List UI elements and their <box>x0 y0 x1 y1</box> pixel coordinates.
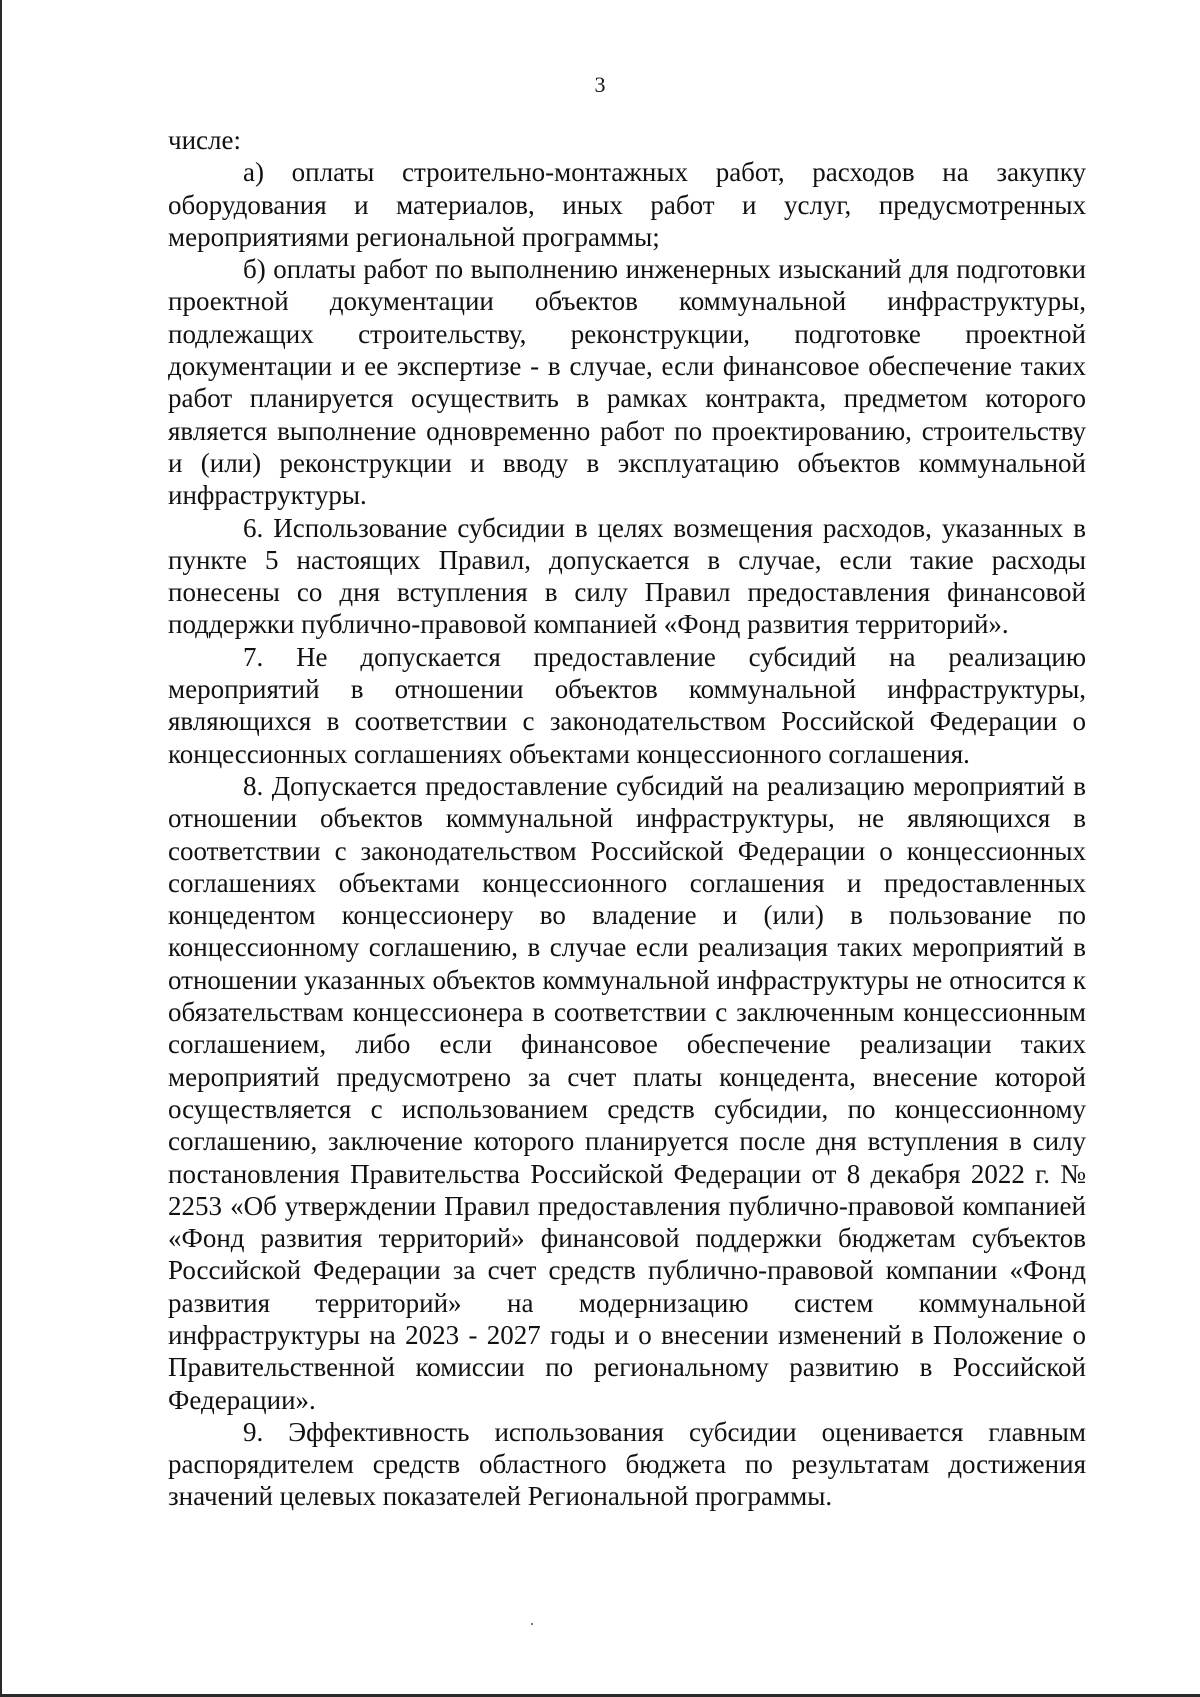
page-number: 3 <box>594 72 606 97</box>
scan-edge-left <box>0 0 2 1697</box>
paragraph-item-8: 8. Допускается предоставление субсидий на реализацию мероприятий в отношении объектов коммунальной инфраструктуры, не являющихся в соответствии с законодательством Российской Федерации о концессионных соглашениях объектами концессионного соглашения и предоставленных концедентом концессионеру во владение и (или) в пользование по концессионному соглашению, в случае если реализация таких мероприятий в отношении указанных объектов коммунальной инфраструктуры не относится к обязательствам концессионера в соответствии с заключенным концессионным соглашением, либо если финансовое обеспечение реализации таких мероприятий предусмотрено за счет платы концедента, внесение которой осуществляется с использованием средств субсидии, по концессионному соглашению, заключение которого планируется после дня вступления в силу постановления Правительства Российской Федерации от 8 декабря 2022 г. № 2253 «Об утверждении Правил предоставления публично-правовой компанией «Фонд развития территорий» финансовой поддержки бюджетам субъектов Российской Федерации за счет средств публично-правовой компании «Фонд развития территорий» на модернизацию систем коммунальной инфраструктуры на 2023 - 2027 годы и о внесении изменений в Положение о Правительственной комиссии по региональному развитию в Российской Федерации». <box>168 770 1086 1415</box>
paragraph-subitem-a: а) оплаты строительно-монтажных работ, расходов на закупку оборудования и материалов, иных работ и услуг, предусмотренных мероприятиями региональной программы; <box>168 157 1086 252</box>
paragraph-continuation: числе: <box>168 125 241 155</box>
scan-speck <box>531 1623 533 1625</box>
paragraph-subitem-b: б) оплаты работ по выполнению инженерных изысканий для подготовки проектной документации объектов коммунальной инфраструктуры, подлежащих строительству, реконструкции, подготовке проектной документации и ее экспертизе - в случае, если финансовое обеспечение таких работ планируется осуществить в рамках контракта, предметом которого является выполнение одновременно работ по проектированию, строительству и (или) реконструкции и вводу в эксплуатацию объектов коммунальной инфраструктуры. <box>168 254 1086 511</box>
paragraph-item-6: 6. Использование субсидии в целях возмещения расходов, указанных в пункте 5 настоящих Правил, допускается в случае, если такие расходы понесены со дня вступления в силу Правил предоставления финансовой поддержки публично-правовой компанией «Фонд развития территорий». <box>168 512 1086 640</box>
paragraph-item-9: 9. Эффективность использования субсидии оценивается главным распорядителем средств областного бюджета по результатам достижения значений целевых показателей Региональной программы. <box>168 1416 1086 1512</box>
document-body <box>168 124 1086 1513</box>
paragraph-item-7: 7. Не допускается предоставление субсидий на реализацию мероприятий в отношении объектов коммунальной инфраструктуры, являющихся в соответствии с законодательством Российской Федерации о концессионных соглашениях объектами концессионного соглашения. <box>168 641 1086 769</box>
